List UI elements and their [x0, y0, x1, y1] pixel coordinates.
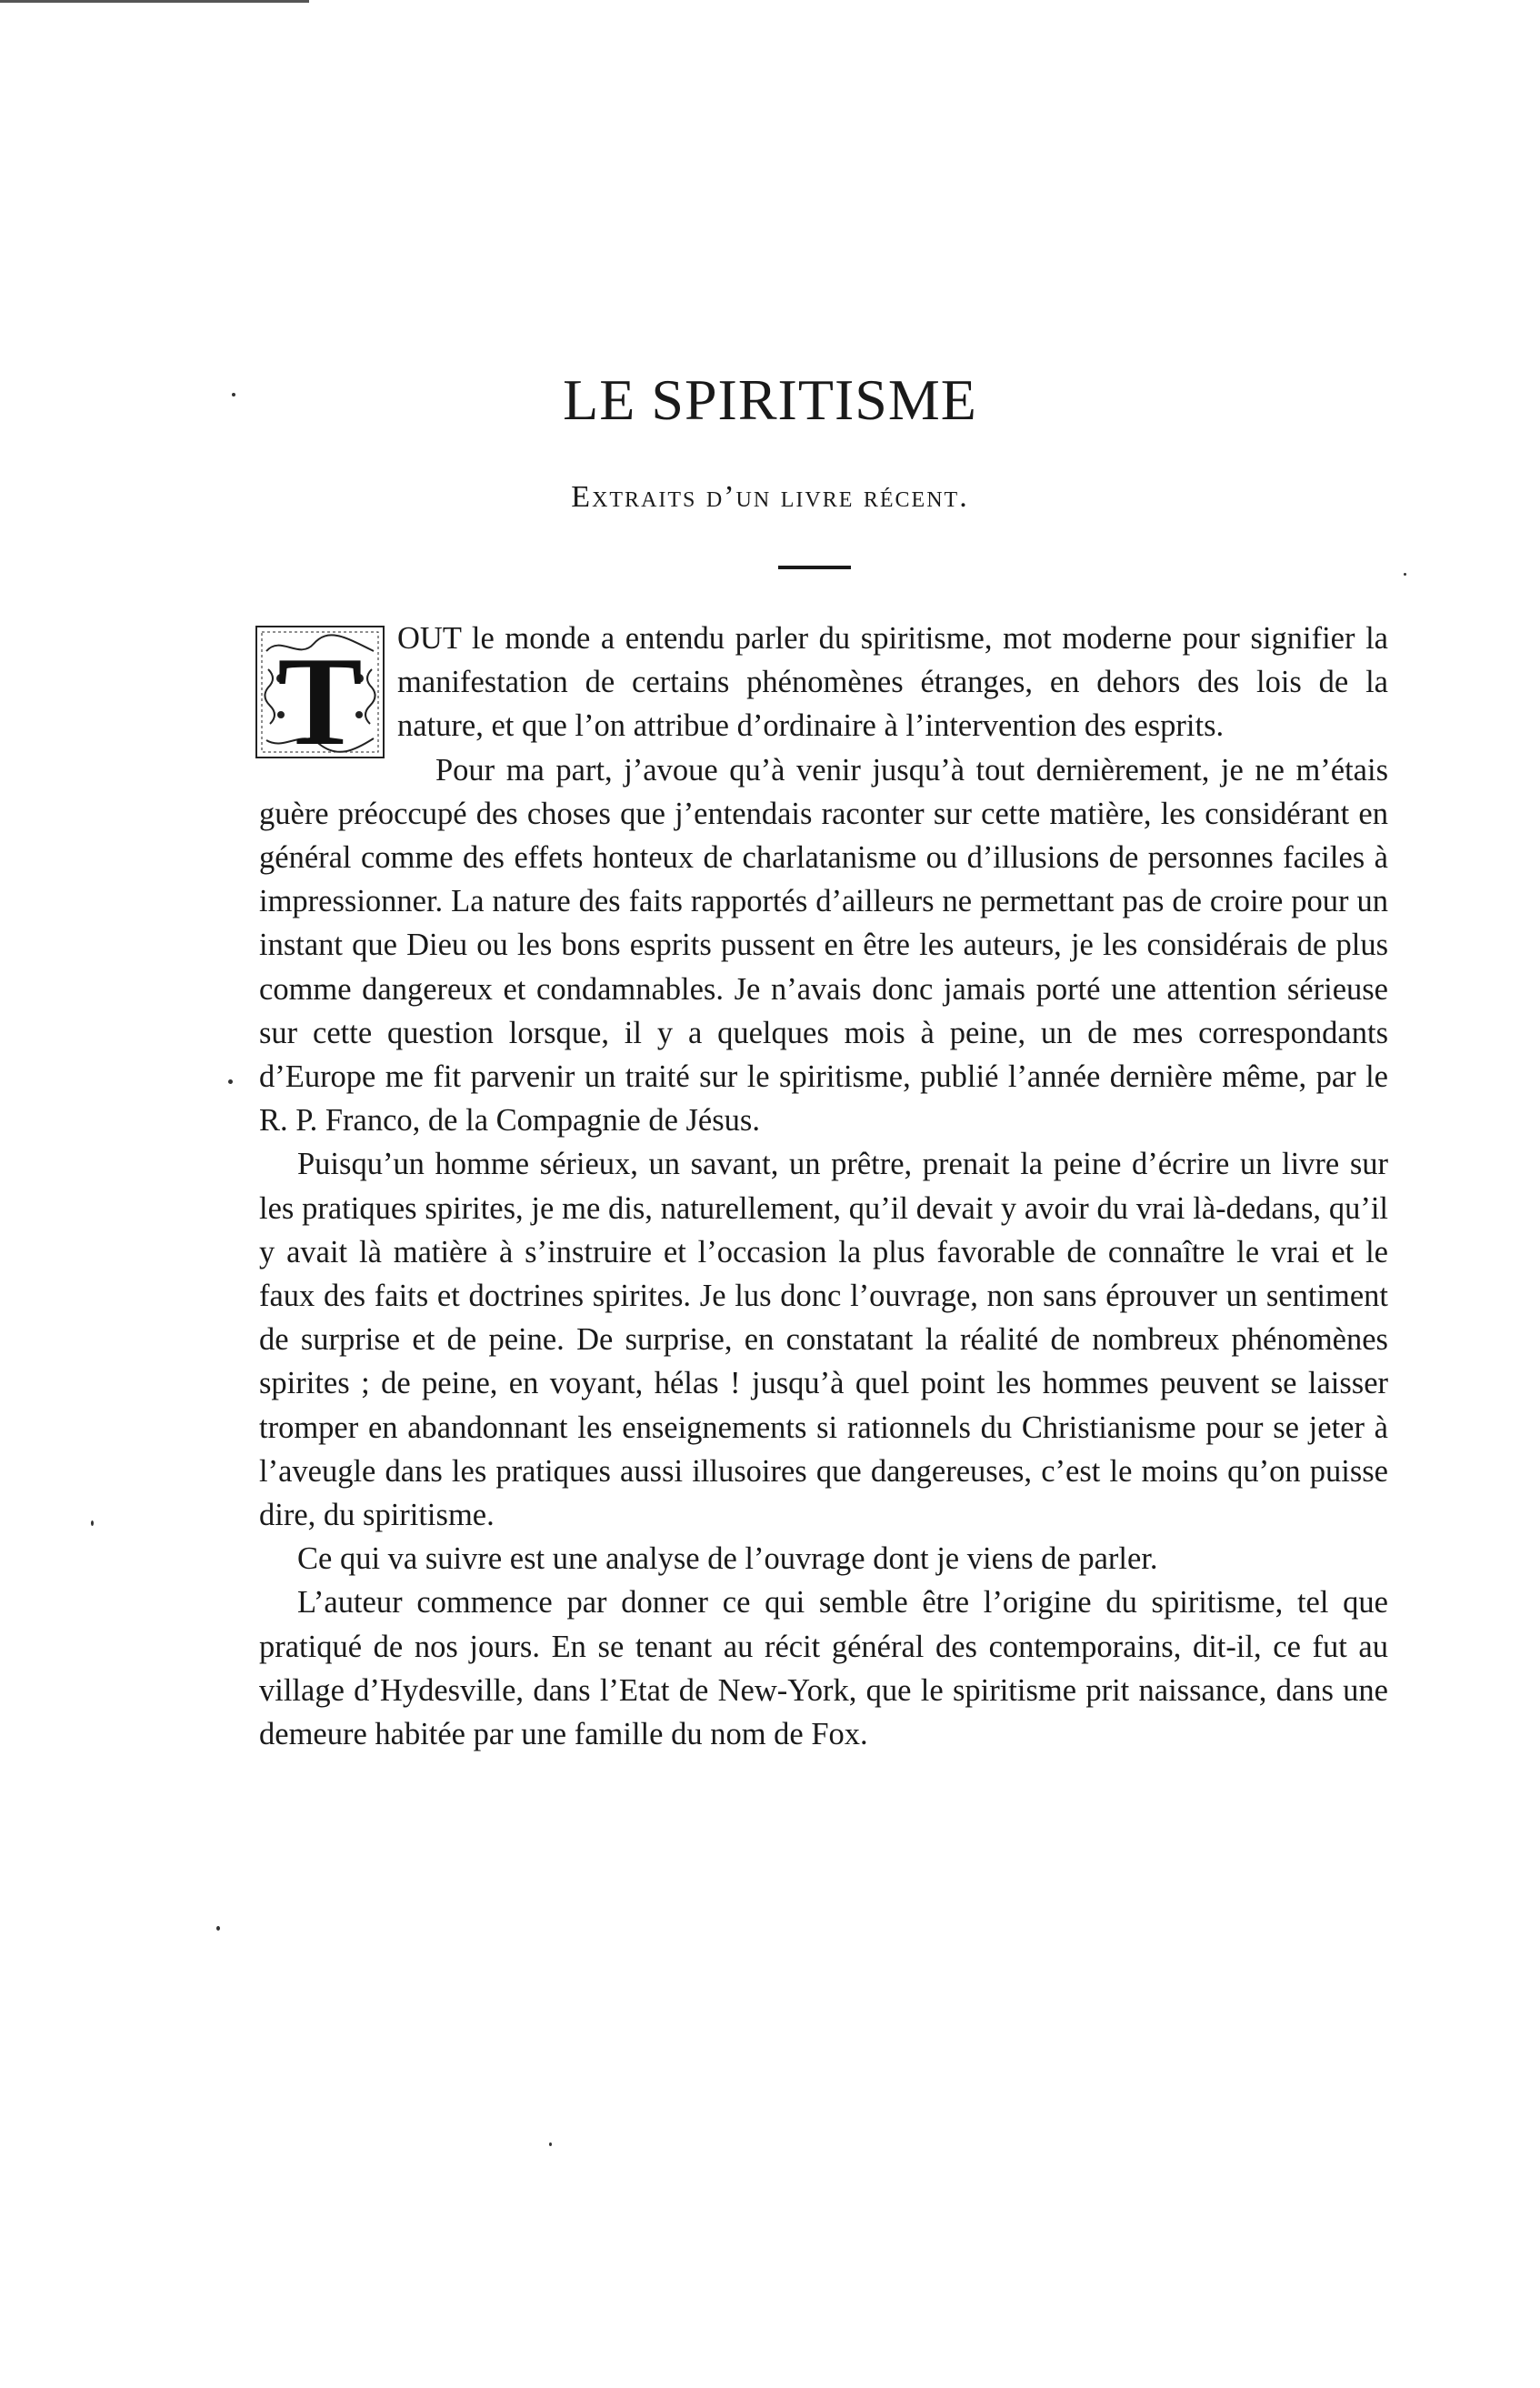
page-speck — [91, 1520, 94, 1526]
paragraph-1 — [259, 617, 1388, 760]
dropcap-letter: T — [277, 631, 363, 760]
page-top-edge-rule — [0, 0, 309, 3]
paragraph-3: Puisqu’un homme sérieux, un savant, un prêtre, prenait la peine d’écrire un livre sur les pratiques spirites, je me dis, naturellement, qu’il devait y avoir du vrai là-dedans, qu’il y avait là matière à s’instruire et l’occasion la plus favorable de connaître le vrai et le faux des faits et doctrines spirites. Je lus donc l’ouvrage, non sans éprouver un sentiment de surprise et de peine. De surprise, en constatant la réalité de nombreux phénomènes spirites ; de peine, en voyant, hélas ! jusqu’à quel point les hommes peuvent se laisser tromper en abandonnant les enseignements si rationnels du Christianisme pour se jeter à l’aveugle dans les pratiques aussi illusoires que dangereuses, c’est le moins qu’on puisse dire, du spiritisme. — [259, 1147, 1388, 1533]
article-body — [259, 617, 1388, 1756]
paragraph-4: Ce qui va suivre est une analyse de l’ouvrage dont je viens de parler. — [297, 1541, 1158, 1577]
paragraph-2: Pour ma part, j’avoue qu’à venir jusqu’à tout dernièrement, je ne m’étais guère préoccupé des choses que j’entendais raconter sur cette matière, les considérant en général comme des effets honteux de charlatanisme ou d’illusions de personnes faciles à impressionner. La nature des faits rapportés d’ailleurs ne permettant pas de croire pour un instant que Dieu ou les bons esprits pussent en être les auteurs, je les considérais de plus comme dangereux et condamnables. Je n’avais donc jamais porté une attention sérieuse sur cette question lorsque, il y a quelques mois à peine, un de mes correspondants d’Europe me fit parvenir un traité sur le spiritisme, publié l’année dernière même, par le R. P. Franco, de la Compagnie de Jésus. — [259, 752, 1388, 1139]
page-speck — [216, 1926, 220, 1931]
paragraph-lead-word: OUT — [397, 621, 462, 656]
title-separator-rule — [778, 566, 851, 569]
page-speck — [549, 2142, 552, 2146]
page-speck — [228, 1079, 233, 1084]
paragraph-1-text: le monde a entendu parler du spiritisme, mot moderne pour signifier la manifestation de certains phénomènes étranges, en dehors des lois de la nature, et que l’on attribue d’ordinaire à l’intervention des esprits. — [397, 621, 1388, 744]
page-speck — [1404, 573, 1406, 576]
ornamental-dropcap-icon — [254, 624, 386, 760]
dropcap-ornament-svg — [254, 624, 386, 760]
page-subtitle: Extraits d’un livre récent. — [571, 480, 969, 514]
paragraph-5: L’auteur commence par donner ce qui semble être l’origine du spiritisme, tel que pratiqué de nos jours. En se tenant au récit général des contemporains, dit-il, ce fut au village d’Hydesville, dans l’Etat de New-York, que le spiritisme prit naissance, dans une demeure habitée par une famille du nom de Fox. — [259, 1585, 1388, 1752]
page-title: LE SPIRITISME — [563, 367, 977, 432]
